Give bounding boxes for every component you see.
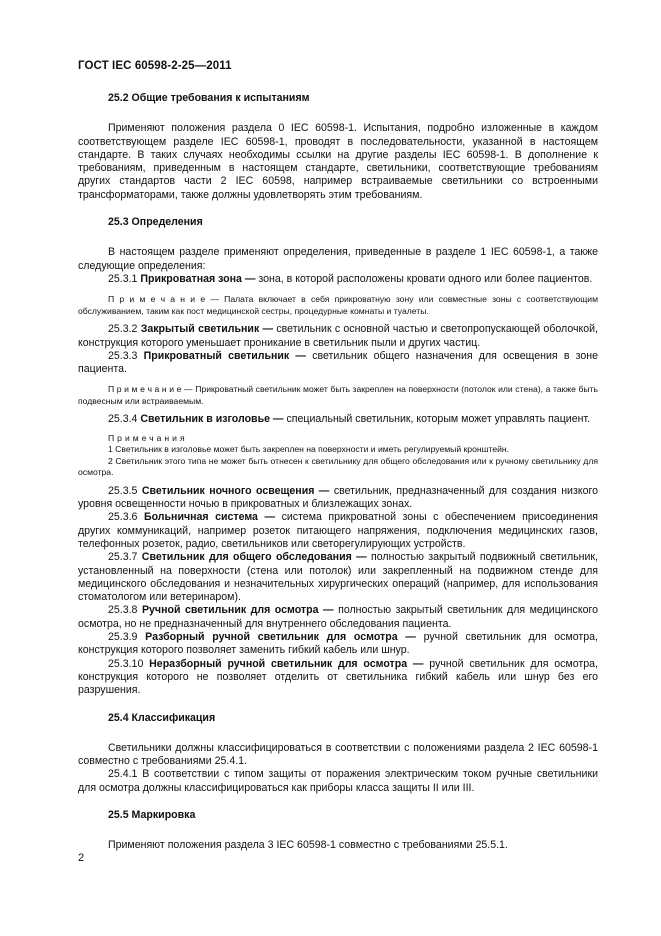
section-heading-25-5: 25.5 Маркировка [108, 808, 196, 821]
definition-number: 25.3.6 [108, 511, 144, 524]
definition-number: 25.3.8 [108, 604, 142, 617]
note-item: 2 Светильник этого типа не может быть отнесен к светильнику для общего обследования или к ручному светильнику для осмотра. [78, 455, 598, 478]
definition-text: полностью закрытый светильник для медицинского осмотра, но не предназначенный для внутреннего обследования пациента. [78, 604, 598, 630]
definition-text: специальный светильник, которым может управлять пациент. [283, 413, 591, 426]
paragraph: Применяют положения раздела 0 IEC 60598-1. Испытания, подробно изложенные в каждом соответствующем разделе IEC 60598-1, проводят в последовательности, указанной в настоящем стандарте. В таких случаях необходимы ссылки на другие разделы IEC 60598-1. В дополнение к требованиям, приведенным в настоящем стандарте, светильники, соответствующие требованиям других стандартов части 2 IEC 60598, например встраиваемые светильники со встроенными трансформаторами, также должны удовлетворять этим требованиям. [78, 122, 598, 201]
note-text: — Палата включает в себя прикроватную зону или совместные зоны с соответствующим обслуживанием, таким как пост медицинской сестры, процедурные комнаты и туалеты. [78, 294, 599, 316]
definition-number: 25.3.4 [108, 413, 141, 426]
definition-text: светильник общего назначения для освещения в зоне пациента. [78, 349, 599, 376]
notes-label: Примечания [108, 432, 188, 443]
notes-block [78, 433, 598, 479]
definition-text: система прикроватной зоны с обеспечением присоединения других коммуникаций, например розеток питающего напряжения, подключения медицинских газов, телефонных розеток, радио, светильников или светорегулирующих устройств. [78, 511, 599, 550]
definition-25-3-9 [78, 631, 598, 658]
note [78, 294, 598, 317]
definition-term: Ручной светильник для осмотра — [141, 604, 334, 617]
definition-25-3-2 [78, 323, 598, 350]
section-heading-25-2: 25.2 Общие требования к испытаниям [108, 92, 310, 104]
definition-term: Неразборный ручной светильник для осмотра — [149, 657, 424, 670]
definition-25-3-8 [78, 604, 598, 631]
definition-term: Светильник в изголовье — [140, 413, 284, 426]
definition-25-3-10 [78, 658, 598, 698]
note-label: П р и м е ч а н и е [108, 384, 182, 395]
definition-term: Светильник ночного освещения — [141, 484, 330, 497]
definition-25-3-3 [78, 350, 598, 377]
definition-term: Больничная система — [143, 511, 276, 524]
definition-text: ручной светильник для осмотра, конструкция которого позволяет заменить гибкий кабель или шнур. [78, 631, 598, 657]
document-body [78, 92, 598, 853]
definition-term: Светильник для общего обследования — [141, 551, 367, 564]
note-label: П р и м е ч а н и е [108, 294, 206, 305]
note [78, 384, 598, 407]
definition-25-3-7 [78, 551, 598, 604]
paragraph: Применяют положения раздела 3 IEC 60598-1 совместно с требованиями 25.5.1. [108, 839, 508, 852]
definition-text: зона, в которой расположены кровати одного или более пациентов. [255, 272, 593, 285]
definition-number: 25.3.1 [108, 272, 141, 285]
definition-25-3-4 [78, 413, 598, 426]
definition-term: Прикроватная зона — [140, 272, 256, 285]
definition-25-3-6 [78, 511, 598, 551]
definition-text: светильник с основной частью и светопропускающей оболочкой, конструкция которого уменьшает проникание в светильник пыли и других частиц. [78, 323, 599, 349]
definition-text: полностью закрытый подвижный светильник, установленный на поверхности (стена или потолок) или закрепленный на подвижном стенде для медицинского обследования и незначительных хирургических операций (например, для использования стоматологом или ветеринаром). [78, 551, 599, 604]
page-number: 2 [78, 852, 85, 864]
definition-number: 25.3.7 [108, 551, 142, 564]
note-text: — Прикроватный светильник может быть закреплен на поверхности (потолок или стена), а также быть подвесным или встраиваемым. [78, 384, 599, 406]
definition-text: светильник, предназначенный для создания низкого уровня освещенности ночью в прикроватных и близлежащих зонах. [78, 484, 598, 511]
section-heading-25-3: 25.3 Определения [108, 216, 203, 229]
section-heading-25-4: 25.4 Классификация [108, 711, 216, 724]
note-item: 1 Светильник в изголовье может быть закреплен на поверхности и иметь регулируемый кронштейн. [108, 444, 510, 455]
paragraph: В настоящем разделе применяют определения, приведенные в разделе 1 IEC 60598-1, а также следующие определения: [78, 246, 598, 272]
document-header: ГОСТ IEC 60598-2-25—2011 [78, 60, 232, 72]
definition-text: ручной светильник для осмотра, конструкция которого не позволяет отделить от светильника гибкий кабель или шнур без его разрушения. [78, 657, 598, 697]
paragraph: 25.4.1 В соответствии с типом защиты от поражения электрическим током ручные светильники для осмотра должны классифицироваться как приборы класса защиты II или III. [78, 768, 598, 794]
definition-number: 25.3.3 [108, 349, 144, 362]
definition-number: 25.3.9 [108, 631, 146, 644]
paragraph: Светильники должны классифицироваться в соответствии с положениями раздела 2 IEC 60598-1 совместно с требованиями 25.4.1. [78, 741, 598, 768]
definition-25-3-5 [78, 485, 598, 512]
definition-25-3-1 [78, 273, 598, 286]
definition-number: 25.3.5 [108, 484, 142, 497]
definition-term: Закрытый светильник — [140, 323, 274, 336]
definition-number: 25.3.2 [108, 323, 141, 336]
definition-term: Прикроватный светильник — [143, 349, 307, 362]
definition-term: Разборный ручной светильник для осмотра — [145, 631, 416, 644]
definition-number: 25.3.10 [108, 657, 150, 670]
